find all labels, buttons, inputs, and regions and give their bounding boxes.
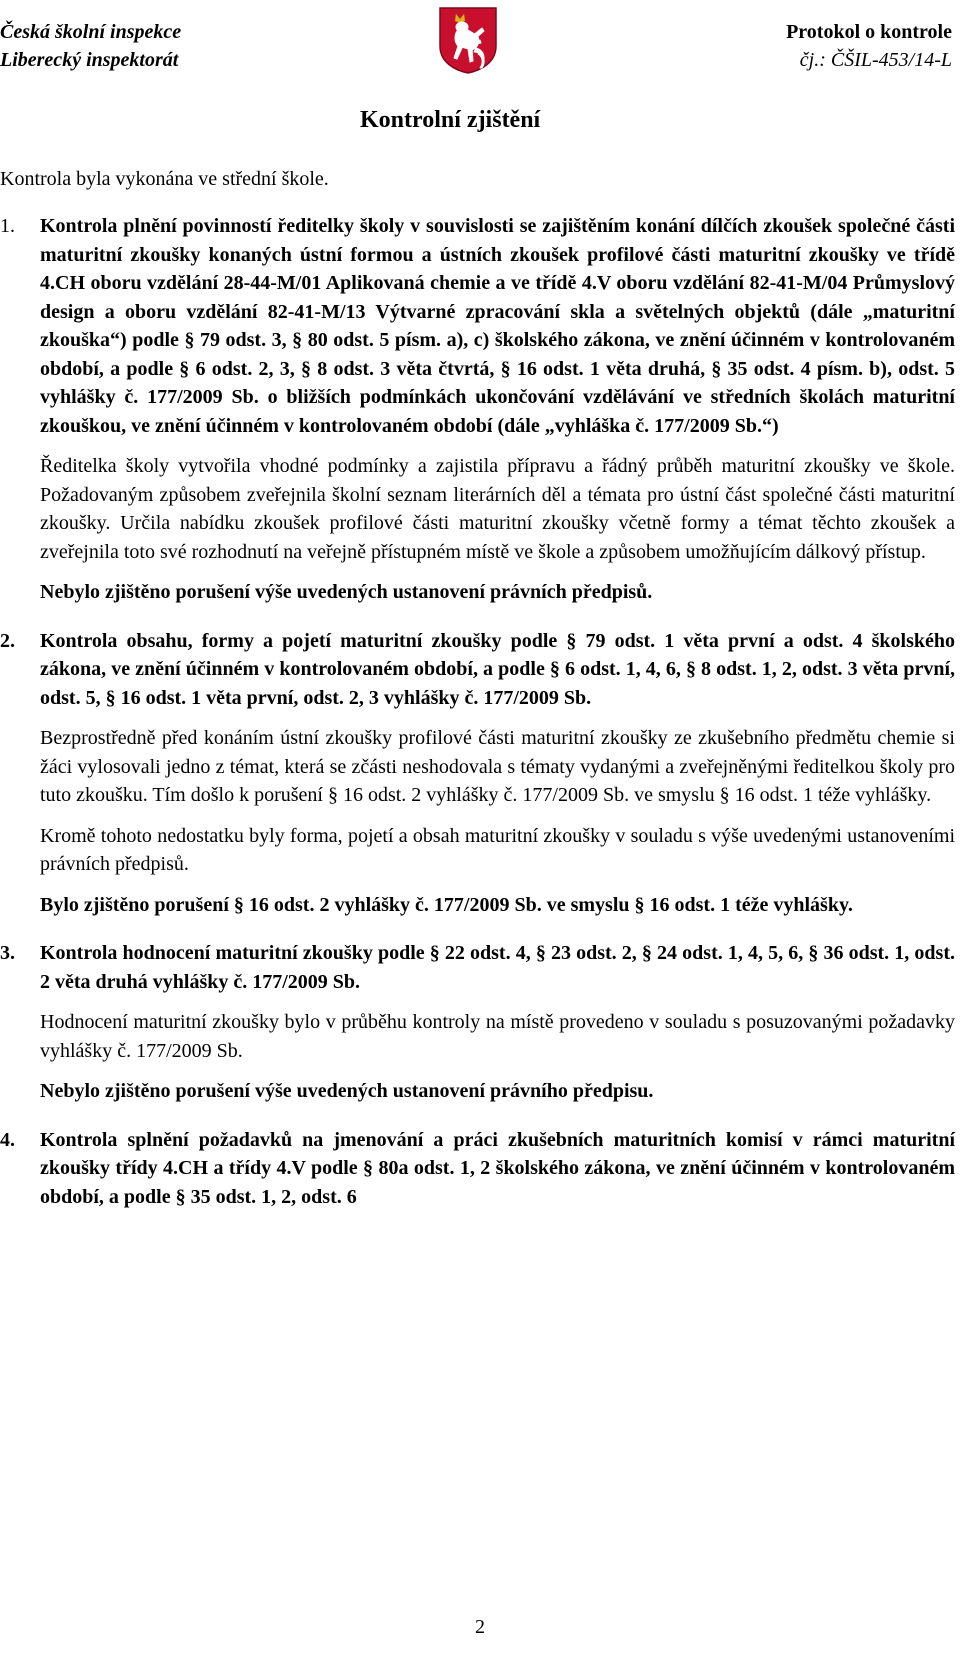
finding-paragraph: Hodnocení maturitní zkoušky bylo v průběhu kontroly na místě provedeno v souladu s posuzovanými požadavky vyhlášky č. 177/2009 Sb.	[40, 1011, 955, 1062]
finding-heading: Kontrola hodnocení maturitní zkoušky podle § 22 odst. 4, § 23 odst. 2, § 24 odst. 1, 4, 5, 6, § 36 odst. 1, odst. 2 věta druhá vyhlášky č. 177/2009 Sb.	[40, 942, 955, 993]
finding-conclusion: Nebylo zjištěno porušení výše uvedených ustanovení právních předpisů.	[40, 581, 653, 603]
finding-4	[0, 1126, 955, 1212]
org-unit: Liberecký inspektorát	[0, 49, 179, 71]
intro-text: Kontrola byla vykonána ve střední škole.	[0, 168, 329, 190]
protocol-title: Protokol o kontrole	[786, 21, 952, 43]
org-name: Česká školní inspekce	[0, 21, 182, 43]
finding-number: 2.	[0, 629, 15, 652]
reference-number: čj.: ČŠIL-453/14-L	[799, 49, 952, 71]
finding-2	[0, 627, 955, 920]
finding-paragraph: Ředitelka školy vytvořila vhodné podmínky a zajistila přípravu a řádný průběh maturitní zkoušky ve škole. Požadovaným způsobem zveřejnila školní seznam literárních děl a témata pro ústní část společné části maturitní zkoušky. Určila nabídku zkoušek profilové části maturitní zkoušky včetně formy a témat těchto zkoušek a zveřejnila toto své rozhodnutí na veřejně přístupném místě ve škole a způsobem umožňujícím dálkový přístup.	[40, 455, 955, 563]
page-header	[0, 0, 960, 100]
finding-number: 4.	[0, 1128, 15, 1151]
protocol-block	[786, 18, 952, 74]
finding-3	[0, 939, 955, 1106]
finding-heading: Kontrola splnění požadavků na jmenování a práci zkušebních maturitních komisí v rámci maturitní zkoušky třídy 4.CH a třídy 4.V podle § 80a odst. 1, 2 školského zákona, ve znění účinném v kontrolovaném období, a podle § 35 odst. 1, 2, odst. 6	[40, 1128, 955, 1208]
finding-conclusion: Bylo zjištěno porušení § 16 odst. 2 vyhlášky č. 177/2009 Sb. ve smyslu § 16 odst. 1 téže vyhlášky.	[40, 893, 853, 916]
finding-1	[0, 212, 955, 607]
finding-number: 1.	[0, 215, 15, 237]
section-title: Kontrolní zjištění	[360, 107, 541, 133]
findings-list	[0, 212, 955, 1211]
page-number: 2	[475, 1616, 485, 1638]
organization-block	[0, 18, 181, 74]
coat-of-arms-icon	[438, 6, 498, 74]
finding-number: 3.	[0, 942, 15, 964]
finding-paragraph: Kromě tohoto nedostatku byly forma, pojetí a obsah maturitní zkoušky v souladu s výše uvedenými ustanoveními právních předpisů.	[40, 824, 955, 875]
finding-conclusion: Nebylo zjištěno porušení výše uvedených ustanovení právního předpisu.	[40, 1080, 654, 1102]
finding-heading: Kontrola obsahu, formy a pojetí maturitní zkoušky podle § 79 odst. 1 věta první a odst. 4 školského zákona, ve znění účinném v kontrolovaném období, a podle § 6 odst. 1, 4, 6, § 8 odst. 1, 2, odst. 3 věta první, odst. 5, § 16 odst. 1 věta první, odst. 2, 3 vyhlášky č. 177/2009 Sb.	[40, 629, 955, 709]
finding-heading: Kontrola plnění povinností ředitelky školy v souvislosti se zajištěním konání dílčích zkoušek společné části maturitní zkoušky konaných ústní formou a ústních zkoušek profilové části maturitní zkoušky ve třídě 4.CH oboru vzdělání 28-44-M/01 Aplikovaná chemie a ve třídě 4.V oboru vzdělání 82-41-M/04 Průmyslový design a oboru vzdělání 82-41-M/13 Výtvarné zpracování skla a světelných objektů (dále „maturitní zkouška“) podle § 79 odst. 3, § 80 odst. 5 písm. a), c) školského zákona, ve znění účinném v kontrolovaném období, a podle § 6 odst. 2, 3, § 8 odst. 3 věta čtvrtá, § 16 odst. 1 věta druhá, § 35 odst. 4 písm. b), odst. 5 vyhlášky č. 177/2009 Sb. o bližších podmínkách ukončování vzdělávání ve středních školách maturitní zkouškou, ve znění účinném v kontrolovaném období (dále „vyhláška č. 177/2009 Sb.“)	[40, 215, 955, 437]
finding-paragraph: Bezprostředně před konáním ústní zkoušky profilové části maturitní zkoušky ze zkušebního předmětu chemie si žáci vylosovali jedno z témat, která se zčásti neshodovala s tématy vydanými a zveřejněnými ředitelkou školy pro tuto zkoušku. Tím došlo k porušení § 16 odst. 2 vyhlášky č. 177/2009 Sb. ve smyslu § 16 odst. 1 téže vyhlášky.	[40, 727, 955, 806]
